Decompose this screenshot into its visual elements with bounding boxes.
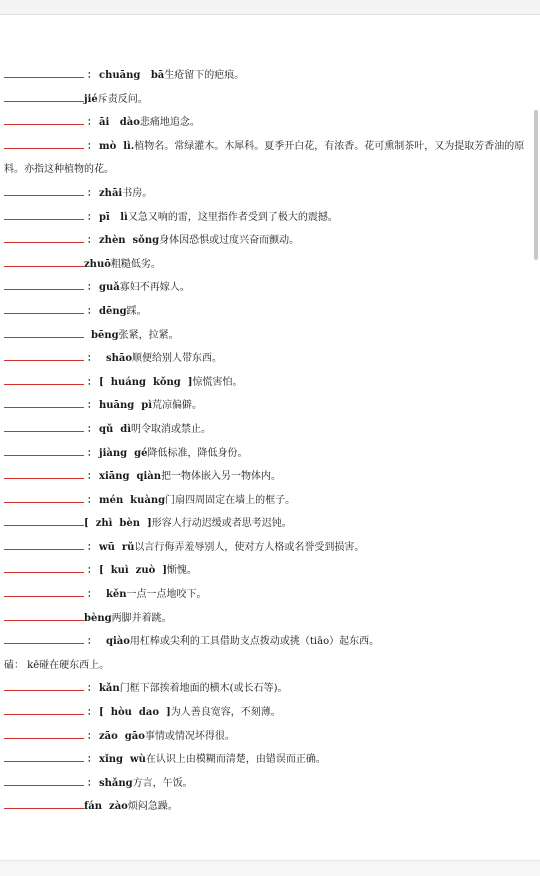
entry-definition: 烦闷急躁。 [127, 801, 178, 813]
entry-definition: 又急又响的雷，这里指作者受到了极大的震撼。 [127, 211, 338, 223]
entry-separator: ： [87, 730, 97, 742]
entry-pinyin: kěn [99, 589, 127, 601]
fill-in-blank[interactable] [4, 797, 84, 809]
entry-definition: 粗糙低劣。 [110, 258, 161, 270]
bottom-strip [0, 860, 540, 876]
vocab-entry [4, 536, 536, 560]
entry-definition: 踩。 [126, 305, 147, 317]
entry-separator: ： [87, 235, 97, 247]
entry-definition: 在认识上由模糊而清楚，由错误而正确。 [145, 754, 326, 766]
vocab-entry [4, 442, 536, 466]
entry-definition: 书房。 [122, 187, 153, 199]
fill-in-blank[interactable] [4, 302, 84, 314]
entry-definition: 门框下部挨着地面的横木(或长石等)。 [119, 683, 288, 695]
entry-separator: ： [87, 423, 97, 435]
vocab-entry [4, 630, 536, 654]
entry-definition: 惭愧。 [166, 565, 197, 577]
entry-definition: 斥责反问。 [97, 93, 148, 105]
entry-pinyin: zhāi [99, 187, 123, 199]
entry-pinyin: guǎ [99, 282, 120, 294]
fill-in-blank[interactable] [4, 750, 84, 762]
entry-pinyin: zhèn sǒng [99, 235, 160, 247]
fill-in-blank[interactable] [4, 420, 84, 432]
entry-pinyin: [ zhì bèn ] [84, 518, 152, 530]
fill-in-blank[interactable] [4, 679, 84, 691]
entry-pinyin: pī lì [99, 211, 128, 223]
entry-separator: ： [87, 376, 97, 388]
vocab-entry [4, 206, 536, 230]
entry-pinyin: zhuō [84, 258, 111, 270]
entry-definition: 把一物体嵌入另一物体内。 [161, 471, 282, 483]
fill-in-blank[interactable] [4, 184, 84, 196]
fill-in-blank[interactable] [4, 113, 84, 125]
entry-pinyin: qǔ dì [99, 423, 132, 435]
entry-separator: ： [87, 187, 97, 199]
entry-separator: ： [87, 353, 97, 365]
entry-definition: 用杠棒或尖利的工具借助支点拨动或挑（tiāo）起东西。 [129, 636, 380, 648]
vocab-entry [4, 489, 536, 513]
entry-separator: ： [87, 305, 97, 317]
entry-pinyin: mén kuàng [99, 494, 166, 506]
vocab-entry [4, 677, 536, 701]
entry-definition: 明令取消或禁止。 [131, 423, 212, 435]
document-body [4, 64, 536, 819]
vocab-entry [4, 772, 536, 796]
entry-separator: ： [87, 211, 97, 223]
fill-in-blank[interactable] [4, 231, 84, 243]
entry-separator: ： [87, 707, 97, 719]
entry-definition: 惊慌害怕。 [192, 376, 243, 388]
entry-pinyin: [ hòu dao ] [99, 707, 171, 719]
entry-separator: ： [87, 282, 97, 294]
entry-definition: 生疮留下的疤痕。 [164, 70, 245, 81]
fill-in-blank[interactable] [4, 703, 84, 715]
fill-in-blank[interactable] [4, 208, 84, 220]
entry-separator: ： [87, 589, 97, 601]
fill-in-blank[interactable] [4, 90, 84, 102]
entry-separator: ： [87, 565, 97, 577]
entry-pinyin: mò lì. [99, 140, 135, 152]
vocab-entry [4, 111, 536, 135]
entry-pinyin: bēng [84, 329, 119, 341]
entry-definition: 门扇四周固定在墙上的框子。 [165, 494, 296, 506]
entry-definition: 两脚并着跳。 [111, 612, 172, 624]
entry-definition: 磕： kē碰在硬东西上。 [4, 659, 110, 671]
entry-definition: 寡妇不再嫁人。 [119, 282, 190, 294]
entry-separator: ： [87, 777, 97, 789]
entry-pinyin: āi dào [99, 117, 140, 129]
entry-pinyin: wū rǔ [99, 541, 135, 553]
entry-separator: ： [87, 117, 97, 129]
fill-in-blank[interactable] [4, 609, 84, 621]
vocab-entry [4, 583, 536, 607]
entry-definition: 降低标准，降低身份。 [147, 447, 248, 459]
entry-pinyin: fán zào [84, 801, 128, 813]
vocab-entry [4, 654, 536, 678]
entry-pinyin: [ huáng kǒng ] [99, 376, 193, 388]
vocab-entry [4, 371, 536, 395]
entry-definition: 张紧，拉紧。 [118, 329, 179, 341]
entry-pinyin: [ kuì zuò ] [99, 565, 167, 577]
entry-pinyin: dēng [99, 305, 127, 317]
vocab-entry [4, 347, 536, 371]
fill-in-blank[interactable] [4, 467, 84, 479]
vocab-entry [4, 748, 536, 772]
entry-definition: 一点一点地咬下。 [126, 589, 207, 601]
vocab-entry [4, 418, 536, 442]
fill-in-blank[interactable] [4, 538, 84, 550]
vocab-entry [4, 229, 536, 253]
fill-in-blank[interactable] [4, 66, 84, 78]
fill-in-blank[interactable] [4, 326, 84, 338]
entry-pinyin: chuāng bā [99, 70, 165, 81]
entry-separator: ： [87, 754, 97, 766]
entry-definition: 悲痛地追念。 [139, 117, 200, 129]
entry-pinyin: xǐng wù [99, 754, 146, 766]
entry-definition: 以言行侮弄羞辱别人，使对方人格或名誉受到损害。 [134, 541, 365, 553]
entry-pinyin: bèng [84, 612, 112, 624]
entry-separator: ： [87, 541, 97, 553]
entry-pinyin: qiào [99, 636, 130, 648]
fill-in-blank[interactable] [4, 514, 84, 526]
vocab-entry [4, 559, 536, 583]
vocab-entry [4, 795, 536, 819]
vocab-entry [4, 324, 536, 348]
fill-in-blank[interactable] [4, 632, 84, 644]
entry-separator: ： [87, 494, 97, 506]
vocab-entry [4, 88, 536, 112]
entry-separator: ： [87, 636, 97, 648]
vocab-entry [4, 512, 536, 536]
entry-separator: ： [87, 400, 97, 412]
fill-in-blank[interactable] [4, 585, 84, 597]
entry-definition: 方言，午饭。 [132, 777, 193, 789]
entry-definition: 为人善良宽容，不刻薄。 [170, 707, 281, 719]
entry-definition: 形容人行动迟缓或者思考迟钝。 [151, 518, 292, 530]
entry-pinyin: shǎng [99, 777, 133, 789]
entry-pinyin: huāng pì [99, 400, 153, 412]
fill-in-blank[interactable] [4, 255, 84, 267]
entry-separator: ： [87, 447, 97, 459]
top-toolbar-strip [0, 0, 540, 15]
fill-in-blank[interactable] [4, 373, 84, 385]
fill-in-blank[interactable] [4, 727, 84, 739]
vocab-entry [4, 725, 536, 749]
fill-in-blank[interactable] [4, 561, 84, 573]
fill-in-blank[interactable] [4, 349, 84, 361]
entry-definition: 顺便给别人带东西。 [132, 353, 223, 365]
entry-pinyin: shāo [99, 353, 133, 365]
entry-pinyin: jiàng gé [99, 447, 148, 459]
entry-definition: 植物名。常绿灌木。木犀科。夏季开白花，有浓香。花可熏制茶叶，又为提取芳香油的原料。亦指这种植物的花。 [4, 140, 525, 176]
fill-in-blank[interactable] [4, 137, 84, 149]
vocab-entry [4, 465, 536, 489]
entry-pinyin: kǎn [99, 683, 120, 695]
entry-pinyin: zāo gāo [99, 730, 145, 742]
fill-in-blank[interactable] [4, 396, 84, 408]
vocab-entry [4, 253, 536, 277]
entry-pinyin: jié [84, 93, 98, 105]
entry-separator: ： [87, 471, 97, 483]
entry-definition: 事情或情况坏得很。 [144, 730, 235, 742]
fill-in-blank[interactable] [4, 774, 84, 786]
entry-separator: ： [87, 70, 97, 81]
vocab-entry [4, 300, 536, 324]
vocab-entry [4, 394, 536, 418]
fill-in-blank[interactable] [4, 444, 84, 456]
vocab-entry [4, 607, 536, 631]
vocab-entry [4, 64, 536, 88]
fill-in-blank[interactable] [4, 278, 84, 290]
vocab-entry [4, 182, 536, 206]
entry-pinyin: xiāng qiàn [99, 471, 162, 483]
entry-definition: 身体因恐惧或过度兴奋而颤动。 [159, 235, 300, 247]
vocab-entry [4, 276, 536, 300]
entry-definition: 荒凉偏僻。 [152, 400, 203, 412]
entry-separator: ： [87, 683, 97, 695]
entry-separator: ： [87, 140, 97, 152]
vocab-entry [4, 135, 536, 182]
vocab-entry [4, 701, 536, 725]
fill-in-blank[interactable] [4, 491, 84, 503]
